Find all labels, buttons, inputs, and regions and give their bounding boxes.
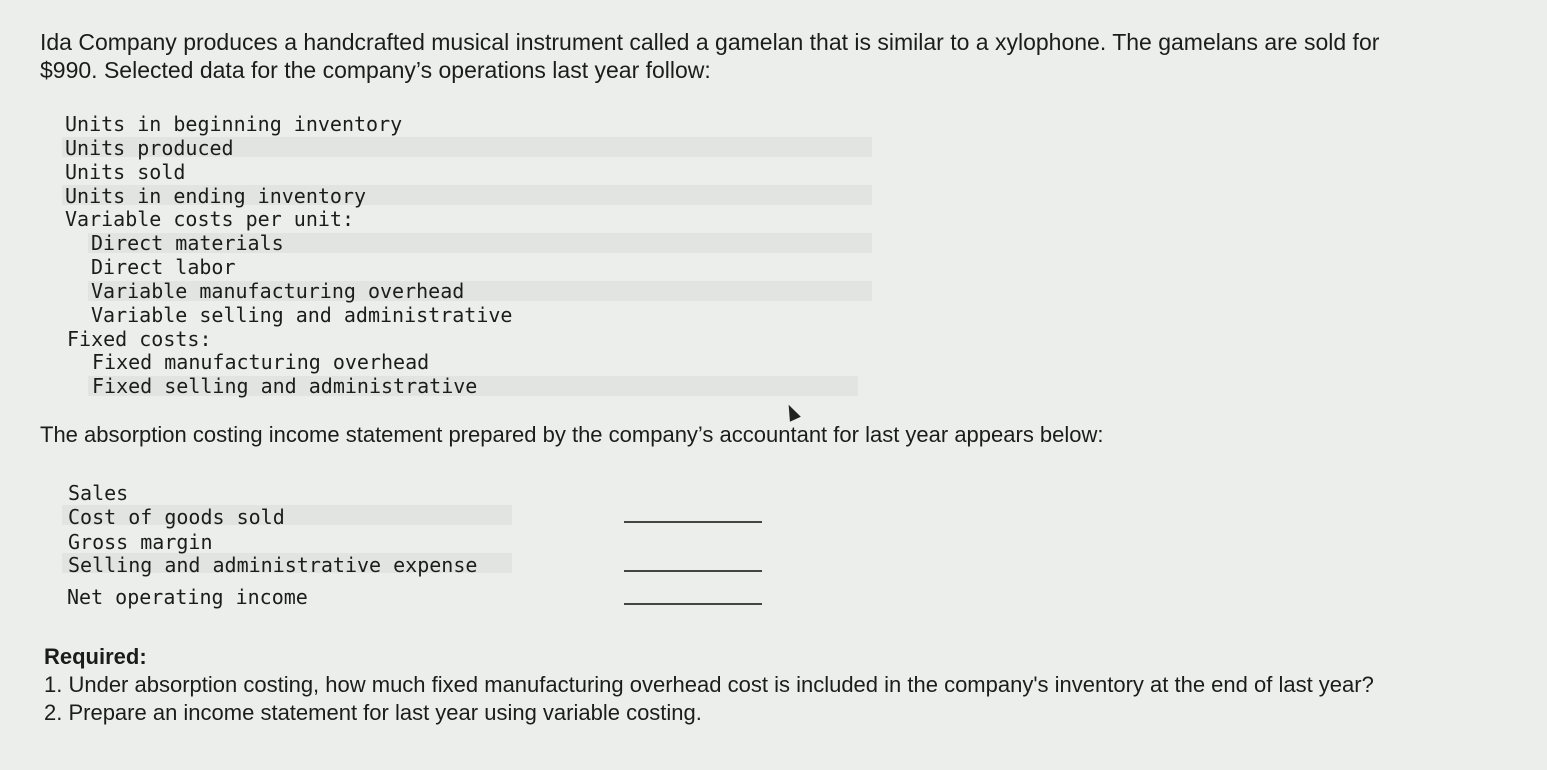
data-label-fixed-mfg-overhead: Fixed manufacturing overhead — [92, 350, 430, 374]
statement-intro: The absorption costing income statement prepared by the company’s accountant for last year appears below: — [40, 422, 1104, 447]
data-label-fixed-costs-heading: Fixed costs: — [67, 327, 212, 351]
stmt-label-cogs: Cost of goods sold — [68, 505, 285, 529]
stmt-label-sales: Sales — [68, 481, 129, 505]
stmt-label-selling-admin: Selling and administrative expense — [68, 553, 478, 577]
data-label-variable-costs-heading: Variable costs per unit: — [65, 207, 354, 231]
stmt-label-net-operating-income: Net operating income — [67, 585, 308, 609]
problem-intro: Ida Company produces a handcrafted musical instrument called a gamelan that is similar to a xylophone. The gamelans are sold for $990. Selected data for the company’s operations last year follow: — [40, 29, 1380, 83]
data-label-ending-inventory: Units in ending inventory — [65, 184, 367, 208]
data-label-units-sold: Units sold — [65, 160, 186, 184]
required-question-2: 2. Prepare an income statement for last year using variable costing. — [44, 700, 702, 725]
data-label-variable-mfg-overhead: Variable manufacturing overhead — [91, 279, 465, 303]
required-section — [44, 643, 1444, 727]
data-label-units-produced: Units produced — [65, 136, 234, 160]
required-heading: Required: — [44, 644, 147, 669]
mouse-pointer-icon — [783, 402, 801, 422]
stmt-label-gross-margin: Gross margin — [68, 530, 213, 554]
data-label-fixed-selling-admin: Fixed selling and administrative — [92, 374, 478, 398]
data-label-direct-labor: Direct labor — [91, 255, 236, 279]
data-label-beginning-inventory: Units in beginning inventory — [65, 112, 403, 136]
data-label-direct-materials: Direct materials — [91, 231, 284, 255]
required-question-1: 1. Under absorption costing, how much fixed manufacturing overhead cost is included in the company's inventory at the end of last year? — [44, 672, 1374, 697]
data-label-variable-selling-admin: Variable selling and administrative — [91, 303, 513, 327]
